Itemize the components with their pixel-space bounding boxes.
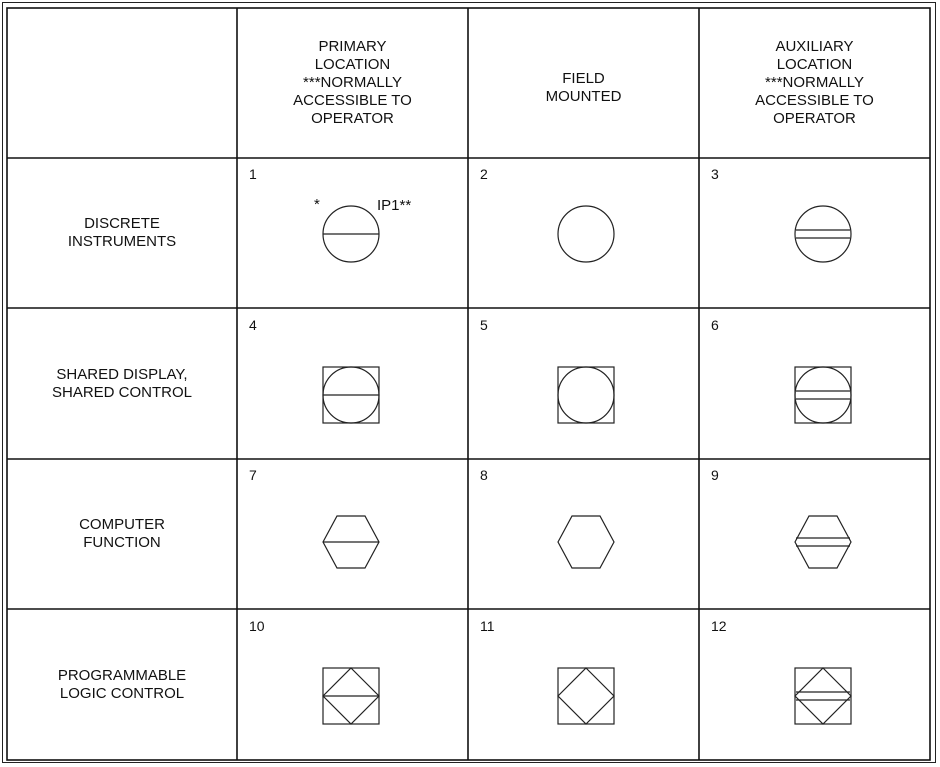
cell-number: 7	[249, 467, 257, 483]
cell-number: 3	[711, 166, 719, 182]
annotation-star: *	[314, 196, 320, 213]
cell-number: 11	[480, 618, 495, 634]
cell-number: 4	[249, 317, 257, 333]
cell-number: 10	[249, 618, 265, 634]
annotation-tag: IP1**	[377, 197, 412, 214]
cell-number: 12	[711, 618, 727, 634]
row-label-programmable-logic-control: PROGRAMMABLE LOGIC CONTROL	[57, 666, 187, 702]
cell-number: 8	[480, 467, 488, 483]
row-label-computer-function: COMPUTER FUNCTION	[79, 516, 165, 551]
column-header-primary: PRIMARY LOCATION ***NORMALLY ACCESSIBLE TO OPERATOR	[293, 38, 412, 127]
row-label-shared-display: SHARED DISPLAY, SHARED CONTROL	[51, 365, 193, 401]
column-header-field: FIELD MOUNTED	[545, 70, 622, 105]
cell-number: 9	[711, 467, 719, 483]
column-header-auxiliary: AUXILIARY LOCATION ***NORMALLY ACCESSIBLE TO OPERATOR	[755, 38, 874, 127]
cell-number: 5	[480, 317, 488, 333]
cell-number: 2	[480, 166, 488, 182]
cell-number: 6	[711, 317, 719, 333]
cell-number: 1	[249, 166, 257, 182]
row-label-discrete-instruments: DISCRETE INSTRUMENTS	[67, 215, 177, 250]
